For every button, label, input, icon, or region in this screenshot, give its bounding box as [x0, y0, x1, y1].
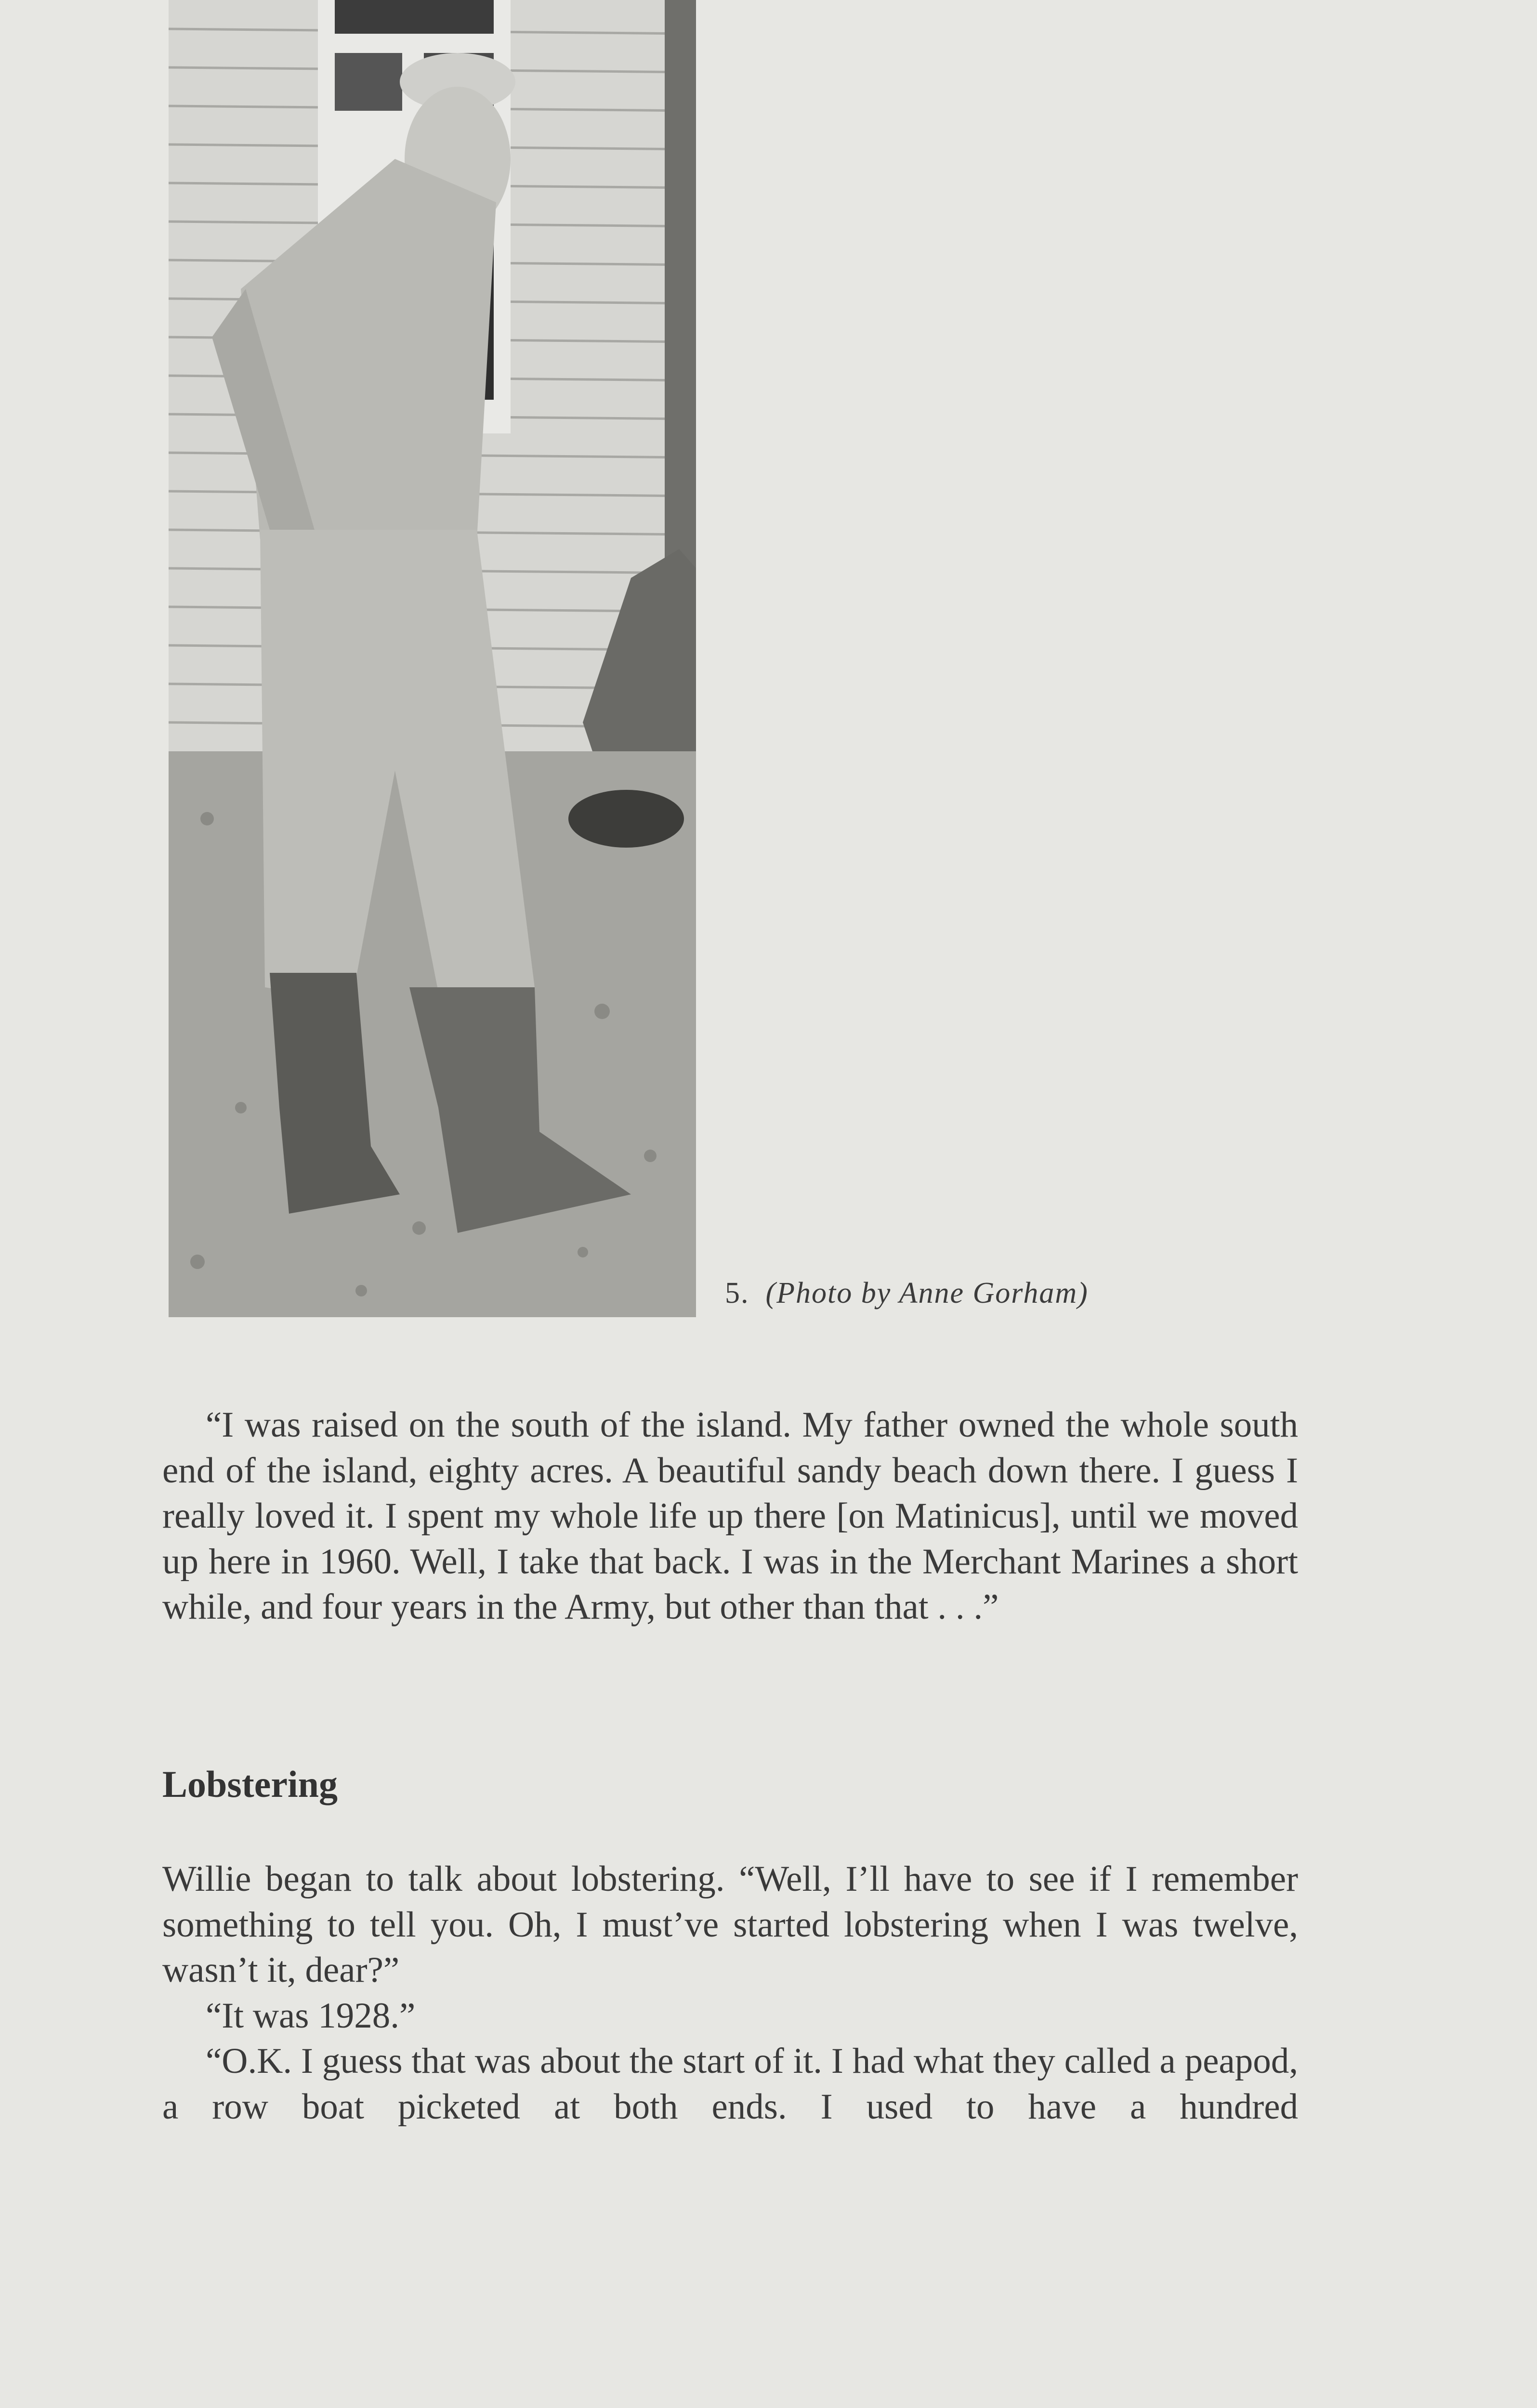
figure-caption: [725, 1276, 1089, 1310]
intro-paragraph: “I was raised on the south of the island. My father owned the whole south end of the island, eighty acres. A beautiful sandy beach down there. I guess I really loved it. I spent my whole life up there [on Matinicus], until we moved up here in 1960. Well, I take that back. I was in the Merchant Marines a short while, and four years in the Army, but other than that . . .”: [162, 1405, 1298, 1627]
figure-number: 5.: [725, 1277, 749, 1309]
intro-text-block: [162, 1402, 1298, 1630]
section-paragraph: “It was 1928.”: [206, 1995, 416, 2036]
section-text-block: [162, 1857, 1298, 2130]
photo-credit: (Photo by Anne Gorham): [765, 1277, 1089, 1309]
section-paragraph: “O.K. I guess that was about the start of it. I had what they called a peapod, a row boat picketed at both ends. I used to have a hundred: [162, 2041, 1298, 2127]
section-heading: Lobstering: [162, 1763, 338, 1805]
photo-illustration: [169, 0, 696, 1317]
photo-man-in-boots: [169, 0, 696, 1317]
section-paragraph: Willie began to talk about lobstering. “Well, I’ll have to see if I remember something to tell you. Oh, I must’ve started lobstering when I was twelve, wasn’t it, dear?”: [162, 1859, 1298, 1990]
